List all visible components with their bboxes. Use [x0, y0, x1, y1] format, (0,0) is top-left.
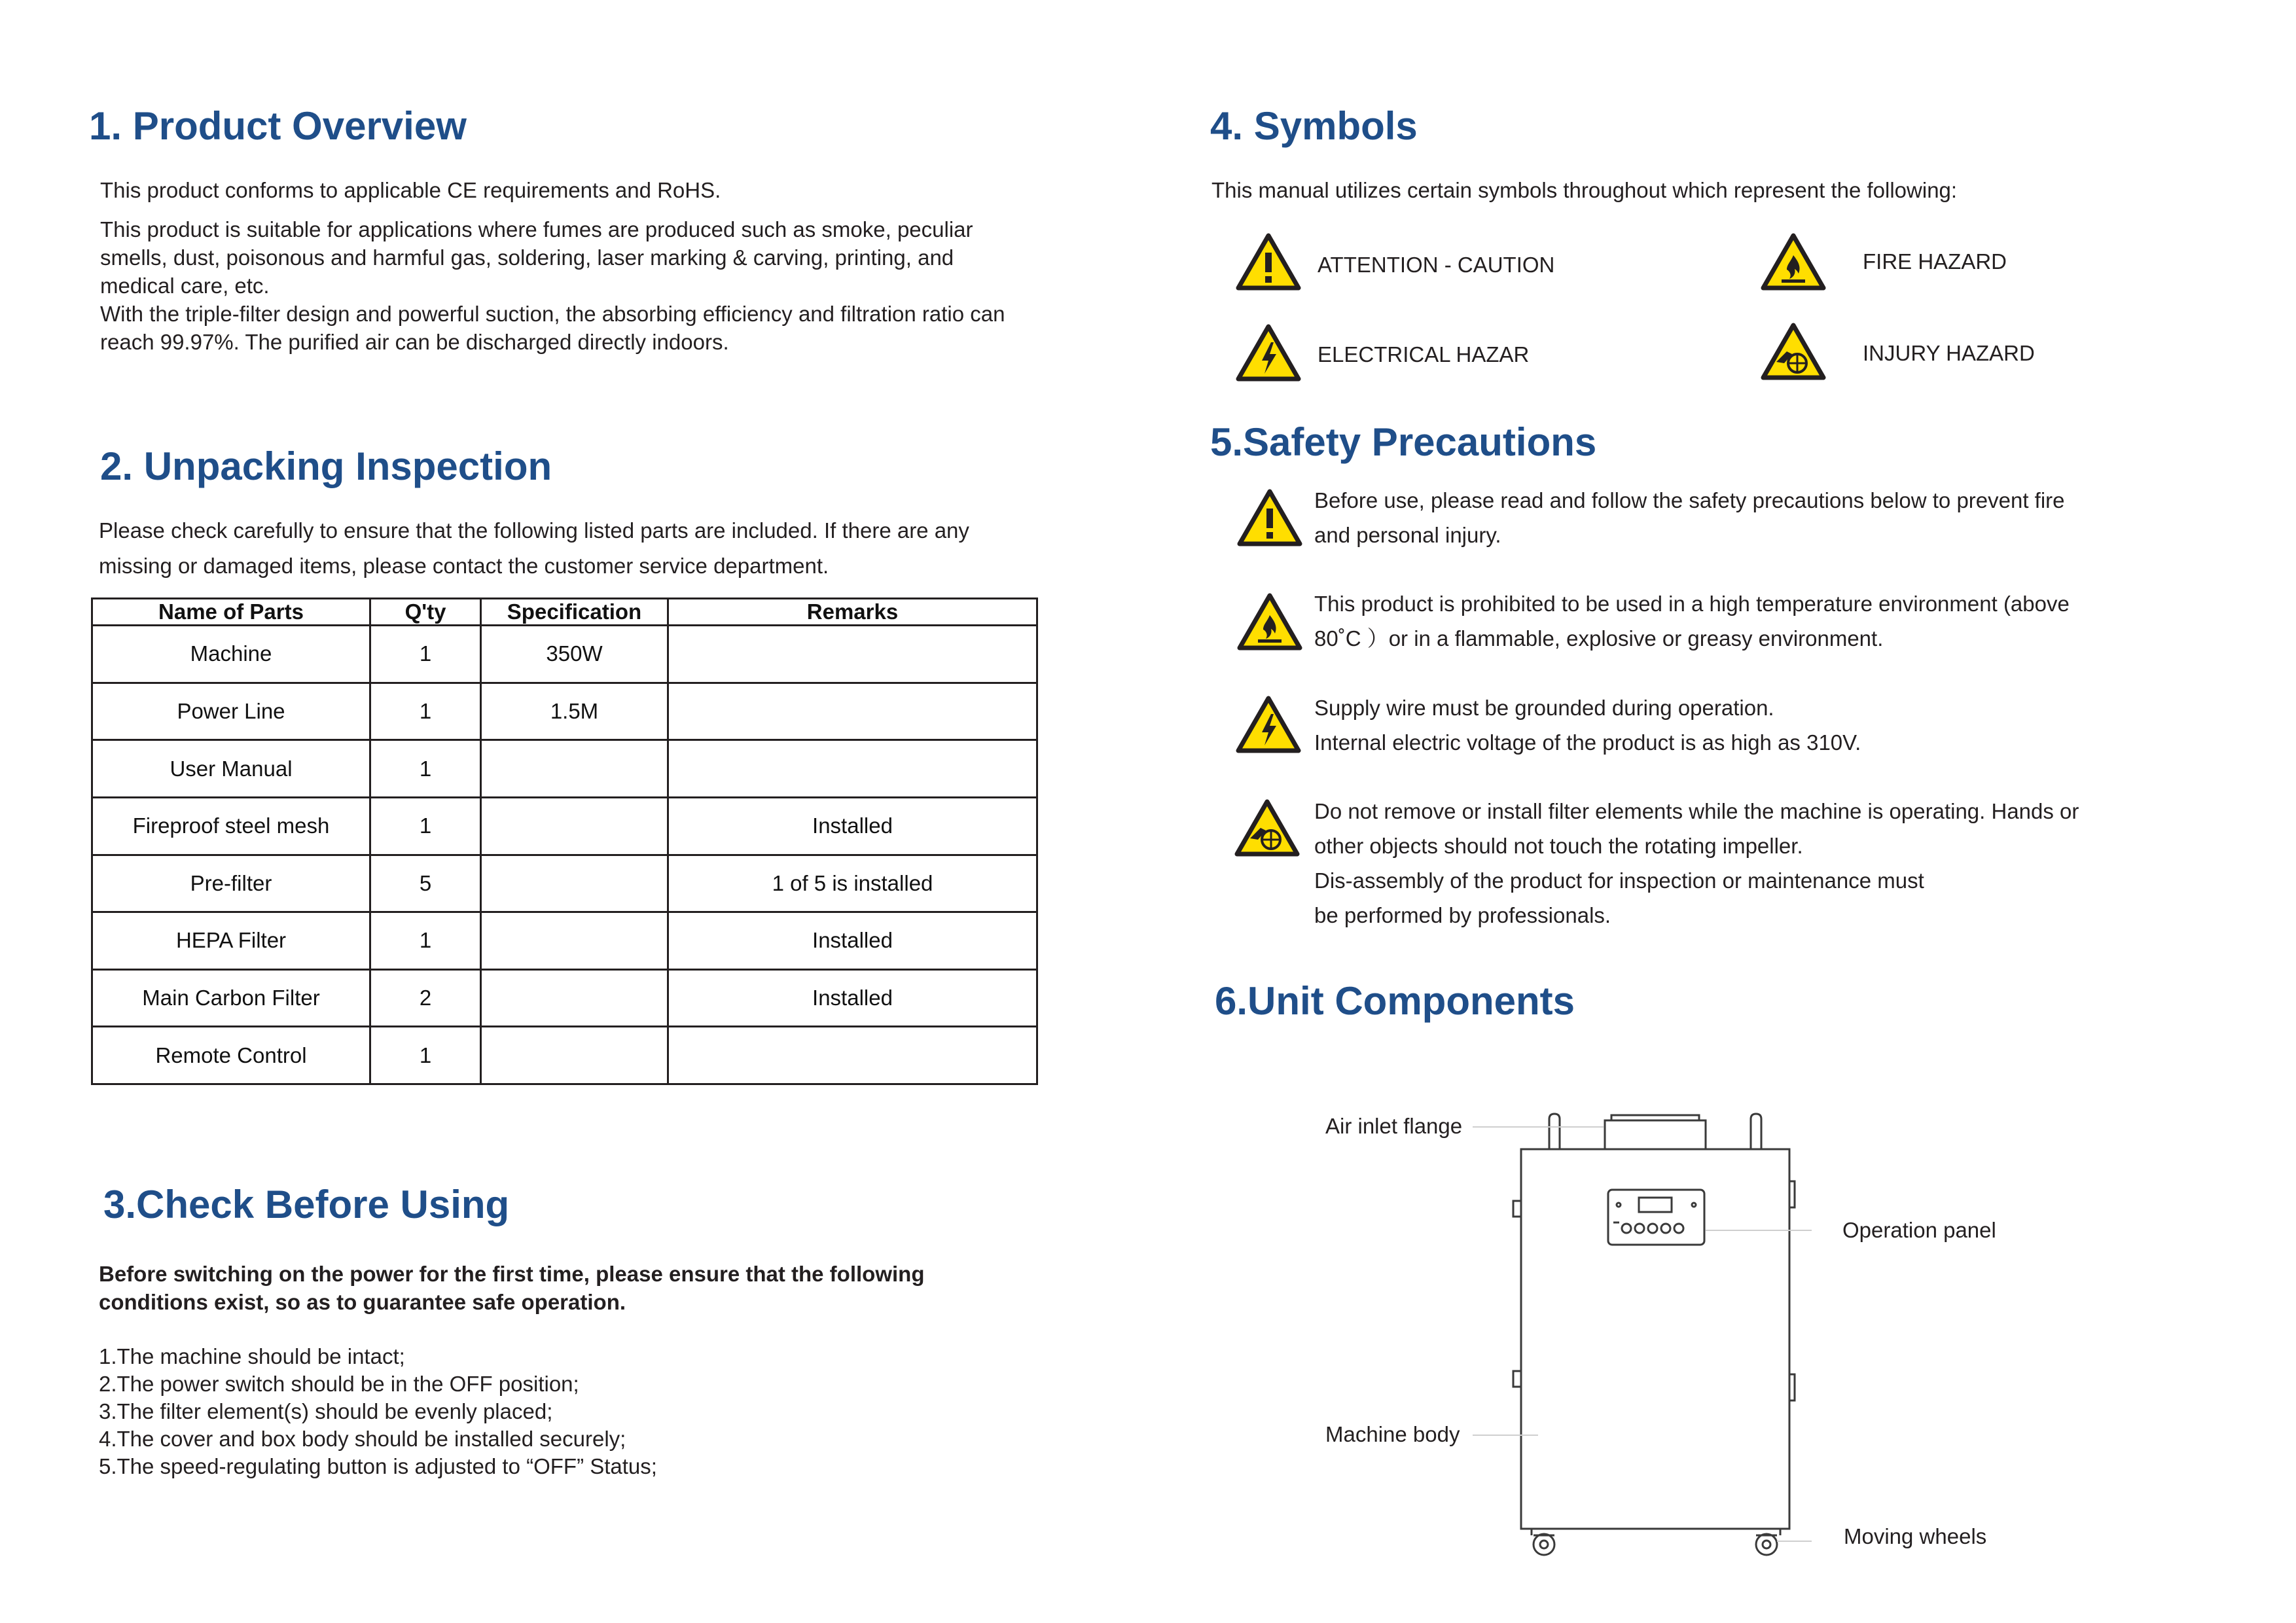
- safety-item-2: [1314, 586, 2070, 656]
- table-cell: Machine: [92, 626, 370, 683]
- table-row: [92, 1027, 1037, 1084]
- table-header-cell: Remarks: [668, 599, 1037, 626]
- table-header-cell: Specification: [481, 599, 668, 626]
- left-handle: [1549, 1114, 1560, 1149]
- label-air-inlet-flange: Air inlet flange: [1325, 1114, 1463, 1138]
- section-title-check-before-using: 3.Check Before Using: [103, 1183, 510, 1226]
- table-cell: Remote Control: [92, 1027, 370, 1084]
- table-cell: [668, 626, 1037, 683]
- overview-paragraph-1: This product conforms to applicable CE requirements and RoHS.: [100, 178, 721, 202]
- unpacking-intro-line: missing or damaged items, please contact the customer service department.: [99, 554, 829, 578]
- unpacking-intro: [99, 513, 969, 584]
- label-moving-wheels: Moving wheels: [1844, 1524, 1987, 1548]
- safety-line: Internal electric voltage of the product is as high as 310V.: [1314, 730, 1861, 755]
- table-cell: [481, 1027, 668, 1084]
- check-intro: [99, 1260, 924, 1316]
- overview-paragraph-2: [100, 215, 1005, 356]
- section-title-unpacking-inspection: 2. Unpacking Inspection: [100, 444, 552, 488]
- table-cell: [481, 797, 668, 855]
- table-cell: [481, 969, 668, 1027]
- table-row: [92, 626, 1037, 683]
- safety-line: Dis-assembly of the product for inspection or maintenance must: [1314, 868, 1924, 893]
- safety-item-4: [1314, 794, 2079, 933]
- table-cell: [668, 740, 1037, 798]
- symbol-label-electrical: ELECTRICAL HAZAR: [1318, 342, 1530, 366]
- table-cell: Power Line: [92, 683, 370, 740]
- check-list: [99, 1343, 657, 1480]
- table-row: [92, 683, 1037, 740]
- unpacking-intro-line: Please check carefully to ensure that the following listed parts are included. If there are any: [99, 518, 969, 543]
- section-title-product-overview: 1. Product Overview: [89, 104, 467, 148]
- fire-hazard-icon: [1761, 233, 1826, 291]
- list-item: 5.The speed-regulating button is adjusted to “OFF” Status;: [99, 1454, 657, 1478]
- safety-line: This product is prohibited to be used in a high temperature environment (above: [1314, 592, 2070, 616]
- table-row: [92, 912, 1037, 970]
- table-cell: HEPA Filter: [92, 912, 370, 970]
- list-item: 3.The filter element(s) should be evenly placed;: [99, 1399, 553, 1423]
- fire-hazard-icon: [1237, 593, 1302, 651]
- safety-line: 80˚C ）or in a flammable, explosive or greasy environment.: [1314, 626, 1884, 651]
- overview-line: smells, dust, poisonous and harmful gas, soldering, laser marking & carving, printing, and: [100, 245, 954, 270]
- safety-line: Supply wire must be grounded during operation.: [1314, 696, 1774, 720]
- symbols-intro: This manual utilizes certain symbols throughout which represent the following:: [1211, 178, 1958, 202]
- safety-line: other objects should not touch the rotating impeller.: [1314, 834, 1803, 858]
- table-cell: Main Carbon Filter: [92, 969, 370, 1027]
- table-cell: Installed: [668, 969, 1037, 1027]
- symbol-label-injury: INJURY HAZARD: [1863, 341, 2035, 365]
- table-header-row: [92, 599, 1037, 626]
- table-cell: Fireproof steel mesh: [92, 797, 370, 855]
- table-cell: 5: [370, 855, 481, 912]
- symbol-label-caution: ATTENTION - CAUTION: [1318, 253, 1555, 277]
- section-title-unit-components: 6.Unit Components: [1215, 979, 1575, 1023]
- check-intro-line: Before switching on the power for the first time, please ensure that the following: [99, 1262, 925, 1286]
- overview-line: This product is suitable for applications where fumes are produced such as smoke, peculiar: [100, 217, 973, 241]
- table-cell: Pre-filter: [92, 855, 370, 912]
- table-cell: 1: [370, 797, 481, 855]
- right-wheel: [1756, 1534, 1777, 1555]
- symbol-label-fire: FIRE HAZARD: [1863, 249, 2007, 274]
- safety-line: Before use, please read and follow the safety precautions below to prevent fire: [1314, 488, 2065, 512]
- section-title-symbols: 4. Symbols: [1210, 104, 1418, 148]
- table-cell: 1.5M: [481, 683, 668, 740]
- safety-line: and personal injury.: [1314, 523, 1501, 547]
- table-cell: 1: [370, 1027, 481, 1084]
- parts-table: [91, 597, 1038, 1085]
- electrical-hazard-icon: [1236, 324, 1301, 382]
- label-machine-body: Machine body: [1325, 1422, 1460, 1446]
- table-cell: 1: [370, 626, 481, 683]
- table-cell: User Manual: [92, 740, 370, 798]
- table-cell: 2: [370, 969, 481, 1027]
- overview-line: medical care, etc.: [100, 274, 270, 298]
- injury-hazard-icon: [1234, 799, 1300, 857]
- table-cell: Installed: [668, 797, 1037, 855]
- table-cell: [481, 740, 668, 798]
- table-cell: 1 of 5 is installed: [668, 855, 1037, 912]
- table-cell: 1: [370, 740, 481, 798]
- list-item: 4.The cover and box body should be installed securely;: [99, 1427, 626, 1451]
- machine-body-shape: [1521, 1149, 1789, 1529]
- safety-item-3: [1314, 690, 1861, 760]
- table-cell: [668, 683, 1037, 740]
- caution-warning-icon: [1237, 489, 1302, 546]
- table-cell: [481, 855, 668, 912]
- table-header-cell: Name of Parts: [92, 599, 370, 626]
- table-cell: [668, 1027, 1037, 1084]
- table-cell: 350W: [481, 626, 668, 683]
- table-row: [92, 855, 1037, 912]
- table-cell: 1: [370, 683, 481, 740]
- injury-hazard-icon: [1761, 323, 1826, 380]
- left-wheel: [1534, 1534, 1554, 1555]
- list-item: 2.The power switch should be in the OFF position;: [99, 1372, 579, 1396]
- right-handle: [1751, 1114, 1761, 1149]
- table-row: [92, 969, 1037, 1027]
- air-inlet-flange-shape: [1605, 1120, 1706, 1149]
- list-item: 1.The machine should be intact;: [99, 1344, 405, 1368]
- table-row: [92, 797, 1037, 855]
- electrical-hazard-icon: [1236, 696, 1301, 753]
- table-cell: 1: [370, 912, 481, 970]
- safety-line: Do not remove or install filter elements while the machine is operating. Hands or: [1314, 799, 2079, 823]
- table-row: [92, 740, 1037, 798]
- check-intro-line: conditions exist, so as to guarantee safe operation.: [99, 1290, 626, 1314]
- table-cell: [481, 912, 668, 970]
- overview-line: reach 99.97%. The purified air can be discharged directly indoors.: [100, 330, 729, 354]
- section-title-safety-precautions: 5.Safety Precautions: [1210, 420, 1597, 464]
- caution-warning-icon: [1236, 233, 1301, 291]
- table-header-cell: Q'ty: [370, 599, 481, 626]
- label-operation-panel: Operation panel: [1842, 1218, 1996, 1242]
- safety-line: be performed by professionals.: [1314, 903, 1611, 927]
- unit-components-diagram: [1473, 1106, 1813, 1577]
- safety-item-1: [1314, 483, 2065, 552]
- overview-line: With the triple-filter design and powerful suction, the absorbing efficiency and filtration ratio can: [100, 302, 1005, 326]
- table-cell: Installed: [668, 912, 1037, 970]
